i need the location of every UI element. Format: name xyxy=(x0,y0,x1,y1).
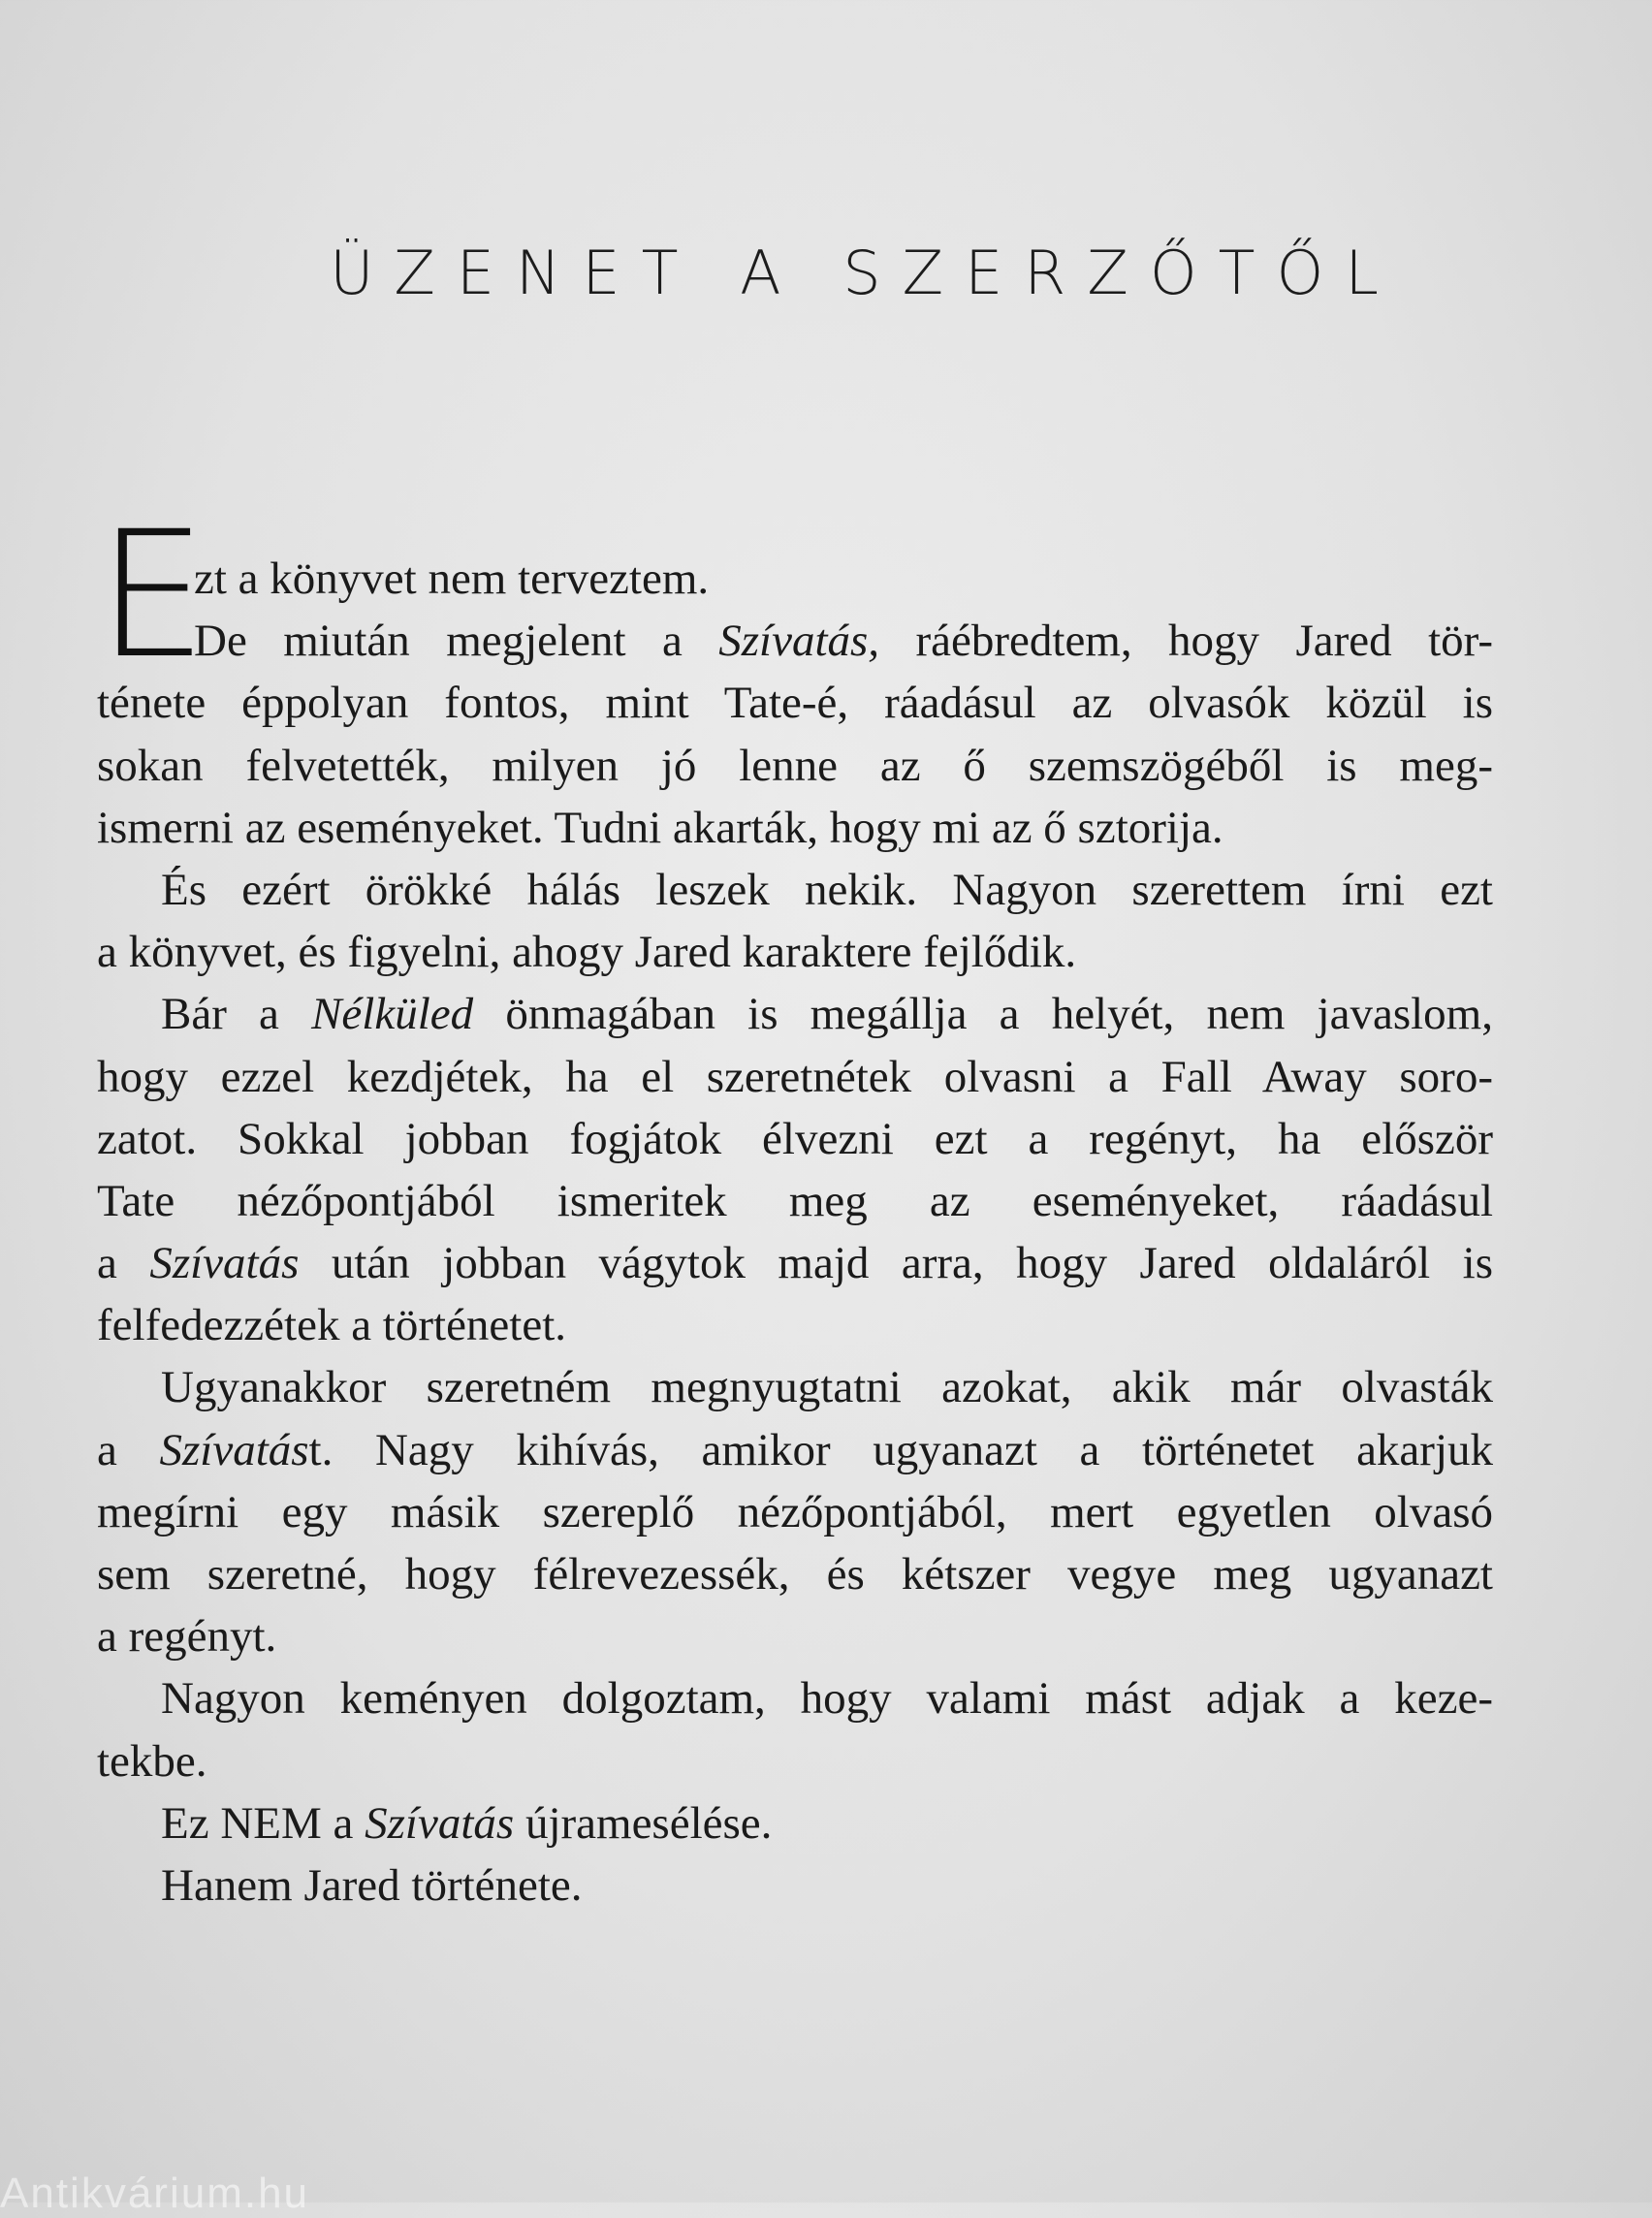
text-line: Nagyon keményen dolgoztam, hogy valami mást adjak a keze- xyxy=(161,1673,1493,1725)
text-line xyxy=(97,1792,1493,1854)
text-span: újramesélése. xyxy=(514,1797,773,1849)
text-span: után jobban vágytok majd arra, hogy Jared oldaláról is xyxy=(299,1238,1493,1289)
text-line: a regényt. xyxy=(97,1611,277,1663)
text-line: a könyvet, és figyelni, ahogy Jared karaktere fejlődik. xyxy=(97,927,1077,978)
book-title-italic: Szívatás, xyxy=(718,616,880,667)
book-title-italic: Szívatás xyxy=(365,1797,515,1849)
text-span: De miután megjelent a xyxy=(194,616,719,667)
text-line xyxy=(97,983,1493,1045)
paragraph-2 xyxy=(97,859,1493,983)
book-title-italic: Nélküled xyxy=(311,989,474,1040)
drop-cap: E xyxy=(97,494,207,697)
body-text xyxy=(97,494,1493,1917)
text-span: a xyxy=(97,1238,150,1289)
text-line: ismerni az eseményeket. Tudni akarták, hogy mi az ő sztorija. xyxy=(97,802,1223,853)
text-line: megírni egy másik szereplő nézőpontjából, mert egyetlen olvasó xyxy=(97,1486,1493,1537)
text-line xyxy=(97,1232,1493,1294)
text-span: a xyxy=(97,1424,160,1475)
paragraph-6 xyxy=(97,1792,1493,1854)
text-span: ráébredtem, hogy Jared tör- xyxy=(879,616,1493,667)
text-line: ténete éppolyan fontos, mint Tate-é, ráadásul az olvasók közül is xyxy=(97,678,1493,729)
paragraph-5 xyxy=(97,1667,1493,1791)
text-line: Hanem Jared története. xyxy=(161,1859,583,1911)
text-line xyxy=(97,1419,1493,1481)
text-span: önmagában is megállja a helyét, nem javaslom, xyxy=(473,989,1493,1040)
book-title-italic: Szívatás xyxy=(149,1238,300,1289)
watermark: Antikvárium.hu xyxy=(0,2170,310,2217)
text-line xyxy=(97,610,1493,672)
text-span: Bár a xyxy=(161,989,312,1040)
paragraph-4 xyxy=(97,1356,1493,1667)
text-line: felfedezzétek a történetet. xyxy=(97,1300,567,1351)
text-line: Ugyanakkor szeretném megnyugtatni azokat, akik már olvasták xyxy=(161,1362,1493,1413)
text-line: zt a könyvet nem terveztem. xyxy=(194,554,710,604)
paragraph-7 xyxy=(97,1854,1493,1917)
text-line: sem szeretné, hogy félrevezessék, és kétszer vegye meg ugyanazt xyxy=(97,1549,1493,1600)
text-span: t. Nagy kihívás, amikor ugyanazt a történetet akarjuk xyxy=(308,1424,1493,1475)
text-span: Ez NEM a xyxy=(161,1797,365,1849)
paragraph-3 xyxy=(97,983,1493,1356)
paragraph-1 xyxy=(97,494,1493,859)
page-title: ÜZENET A SZERZŐTŐL xyxy=(330,238,1400,308)
text-line: zatot. Sokkal jobban fogjátok élvezni ezt a regényt, ha először xyxy=(97,1113,1493,1164)
text-line: tekbe. xyxy=(97,1735,207,1787)
text-line: Tate nézőpontjából ismeritek meg az eseményeket, ráadásul xyxy=(97,1175,1493,1226)
book-title-italic: Szívatás xyxy=(159,1424,309,1475)
text-line: hogy ezzel kezdjétek, ha el szeretnétek olvasni a Fall Away soro- xyxy=(97,1051,1493,1102)
text-line: És ezért örökké hálás leszek nekik. Nagyon szerettem írni ezt xyxy=(161,864,1493,915)
text-line: sokan felvetették, milyen jó lenne az ő szemszögéből is meg- xyxy=(97,740,1493,791)
